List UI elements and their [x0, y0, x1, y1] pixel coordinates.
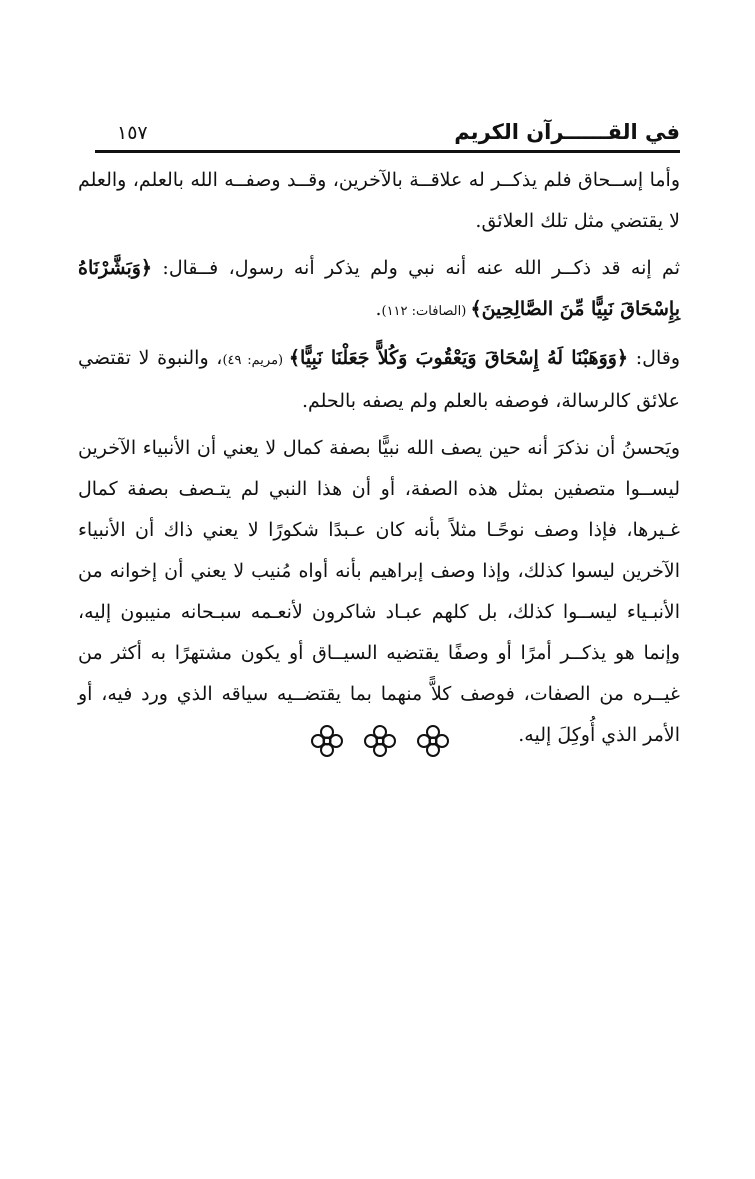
flower-ornament-icon	[363, 724, 397, 758]
header-rule	[95, 150, 680, 153]
chapter-title: في القــــــرآن الكريم	[454, 120, 680, 144]
section-end-ornaments	[310, 720, 450, 762]
paragraph-3-end: ، والنبوة لا تقتضي علائق كالرسالة، فوصفه بالعلم ولم يصفه بالحلم.	[78, 347, 680, 412]
paragraph-2-end: .	[375, 298, 382, 320]
paragraph-3	[78, 338, 680, 422]
quran-verse: ﴿وَوَهَبْنَا لَهُ إِسْحَاقَ وَيَعْقُوبَ وَكُلاًّ جَعَلْنَا نَبِيًّا﴾	[288, 347, 629, 369]
paragraph-4: ويَحسنُ أن نذكرَ أنه حين يصف الله نبيًّا بصفة كمال لا يعني أن الأنبياء الآخرين ليســوا متصفين بمثل هذه الصفة، أو أن هذا النبي لم يتـصف بصفة كمال غـيرها، فإذا وصف نوحًـا مثلاً بأنه كان عـبدًا شكورًا لا يعني ذاك أن الأنبياء الآخرين ليسوا كذلك، وإذا وصف إبراهيم بأنه أواه مُنيب لا يعني أن إخوانه من الأنبـياء ليســوا كذلك، بل كلهم عبـاد شاكرون لأنعـمه سبـحانه منيبون إليه، وإنما هو يذكــر أمرًا أو وصفًا يقتضيه السيــاق أو يكون مشتهرًا به أكثر من غيــره من الصفات، فوصف كلاًّ منهما بما يقتضــيه سياقه الذي ورد فيه، أو الأمر الذي أُوكِلَ إليه.	[78, 437, 680, 746]
paragraph-2	[78, 248, 680, 332]
flower-ornament-icon	[310, 724, 344, 758]
paragraph-1: وأما إســحاق فلم يذكــر له علاقــة بالآخرين، وقــد وصفــه الله بالعلم، والعلم لا يقتضي مثل تلك العلائق.	[78, 169, 680, 232]
verse-reference: (مريم: ٤٩)	[222, 353, 289, 368]
page-number: ١٥٧	[117, 122, 148, 144]
verse-reference: (الصافات: ١١٢)	[381, 304, 471, 319]
flower-ornament-icon	[416, 724, 450, 758]
running-header	[95, 118, 680, 152]
paragraph-3-text: وقال:	[628, 347, 680, 369]
paragraph-2-text: ثم إنه قد ذكــر الله عنه أنه نبي ولم يذكر أنه رسول، فــقال:	[152, 257, 680, 279]
main-text	[78, 160, 680, 756]
quran-verse: ﴿وَبَشَّرْنَاهُ بِإِسْحَاقَ نَبِيًّا مِّنَ الصَّالِحِينَ﴾	[78, 257, 680, 320]
